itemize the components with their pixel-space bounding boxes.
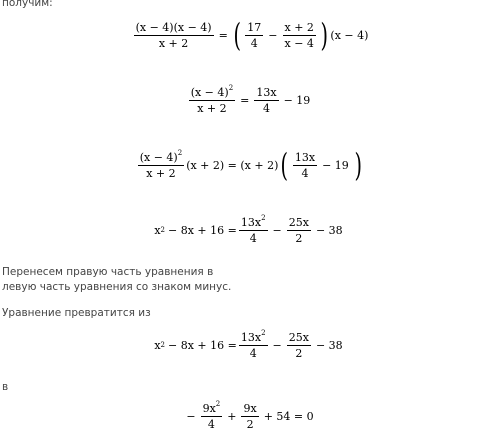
eq3-exponent: 2	[177, 148, 183, 157]
eq4-lhs-rest: − 8x + 16 =	[168, 223, 237, 237]
eq2-lhs-fraction	[189, 83, 235, 115]
eq1-equals: =	[218, 28, 228, 42]
eq1-tail: (x − 4)	[330, 28, 369, 42]
eq3-middle: (x + 2) = (x + 2)	[186, 158, 279, 172]
eq4-fraction-2	[287, 216, 311, 245]
equation-2	[0, 80, 500, 120]
eq6-f1-numerator: 9x	[202, 401, 216, 415]
eq3-rhs-fraction	[293, 151, 317, 180]
eq5-fraction-2	[287, 331, 311, 360]
eq4-f2-numerator: 25x	[288, 215, 309, 229]
eq6-f1-exponent: 2	[215, 399, 221, 408]
eq2-lhs-numerator: (x − 4)	[190, 85, 229, 99]
eq6-lead-minus: −	[186, 409, 196, 423]
eq4-minus: −	[272, 223, 282, 237]
paragraph-2: Уравнение превратится из	[2, 307, 151, 319]
eq5-lhs-x: x	[154, 338, 161, 352]
eq6-tail: + 54 = 0	[263, 409, 314, 423]
eq4-fraction-1	[239, 213, 268, 245]
eq6-f1-denominator: 4	[207, 417, 215, 431]
eq3-lhs-numerator: (x − 4)	[139, 150, 178, 164]
eq6-fraction-2	[241, 402, 258, 431]
into-word: в	[2, 381, 9, 393]
eq5-fraction-1	[239, 328, 268, 360]
eq3-lhs-fraction	[138, 148, 184, 180]
paragraph-1-line-2: левую часть уравнения со знаком минус.	[2, 281, 232, 293]
eq4-lhs-x: x	[154, 223, 161, 237]
eq4-f1-denominator: 4	[249, 231, 257, 245]
eq2-equals: =	[240, 93, 250, 107]
eq5-tail: − 38	[315, 338, 343, 352]
eq2-rhs-denominator: 4	[262, 101, 270, 115]
eq5-f1-denominator: 4	[249, 346, 257, 360]
eq3-open-paren: (	[280, 146, 289, 184]
eq5-lhs-rest: − 8x + 16 =	[168, 338, 237, 352]
eq6-fraction-1	[201, 399, 223, 431]
eq2-rhs-numerator: 13x	[256, 85, 277, 99]
eq1-f2-denominator: x − 4	[284, 36, 314, 50]
eq1-fraction-2	[283, 21, 316, 50]
eq6-f2-numerator: 9x	[243, 401, 257, 415]
equation-3	[0, 140, 500, 190]
equation-6	[0, 396, 500, 436]
eq4-f1-numerator: 13x	[240, 215, 262, 229]
eq4-f2-denominator: 2	[295, 231, 303, 245]
eq1-minus: −	[268, 28, 278, 42]
eq2-exponent: 2	[228, 83, 234, 92]
eq1-close-paren: )	[320, 16, 328, 54]
eq3-rhs-denominator: 4	[301, 166, 309, 180]
eq1-lhs-denominator: x + 2	[158, 36, 189, 50]
eq4-tail: − 38	[315, 223, 343, 237]
eq3-tail: − 19	[322, 158, 349, 172]
eq6-plus: +	[227, 409, 237, 423]
eq2-tail: − 19	[283, 93, 311, 107]
eq1-f1-denominator: 4	[250, 36, 258, 50]
eq3-lhs-denominator: x + 2	[146, 166, 176, 180]
eq1-f2-numerator: x + 2	[284, 20, 314, 34]
eq5-minus: −	[272, 338, 282, 352]
eq2-lhs-denominator: x + 2	[197, 101, 227, 115]
eq5-f1-exponent: 2	[261, 328, 266, 337]
equation-1	[0, 10, 500, 60]
eq3-rhs-numerator: 13x	[294, 150, 316, 164]
eq1-lhs-fraction	[134, 21, 214, 50]
equation-4: x 2 − 8x + 16 = $\frac{13x^2}{4}$ − $\frac{25x}{2}$ − 38	[154, 213, 343, 245]
eq1-fraction-17-4	[245, 21, 263, 50]
intro-text: получим:	[2, 0, 53, 9]
equation-5: x 2 − 8x + 16 = $\frac{13x^2}{4}$ − $\frac{25x}{2}$ − 38	[154, 328, 343, 360]
eq5-f1-numerator: 13x	[240, 330, 262, 344]
eq1-lhs-numerator: (x − 4)(x − 4)	[135, 20, 212, 34]
eq1-f1-numerator: 17	[247, 20, 262, 34]
eq4-f1-exponent: 2	[261, 213, 266, 222]
eq3-close-paren: )	[354, 146, 362, 184]
eq5-f2-denominator: 2	[295, 346, 303, 360]
eq1-open-paren: (	[233, 16, 241, 54]
eq2-rhs-fraction	[254, 86, 278, 115]
eq5-f2-numerator: 25x	[288, 330, 309, 344]
eq6-f2-denominator: 2	[246, 417, 254, 431]
paragraph-1-line-1: Перенесем правую часть уравнения в	[2, 266, 214, 278]
